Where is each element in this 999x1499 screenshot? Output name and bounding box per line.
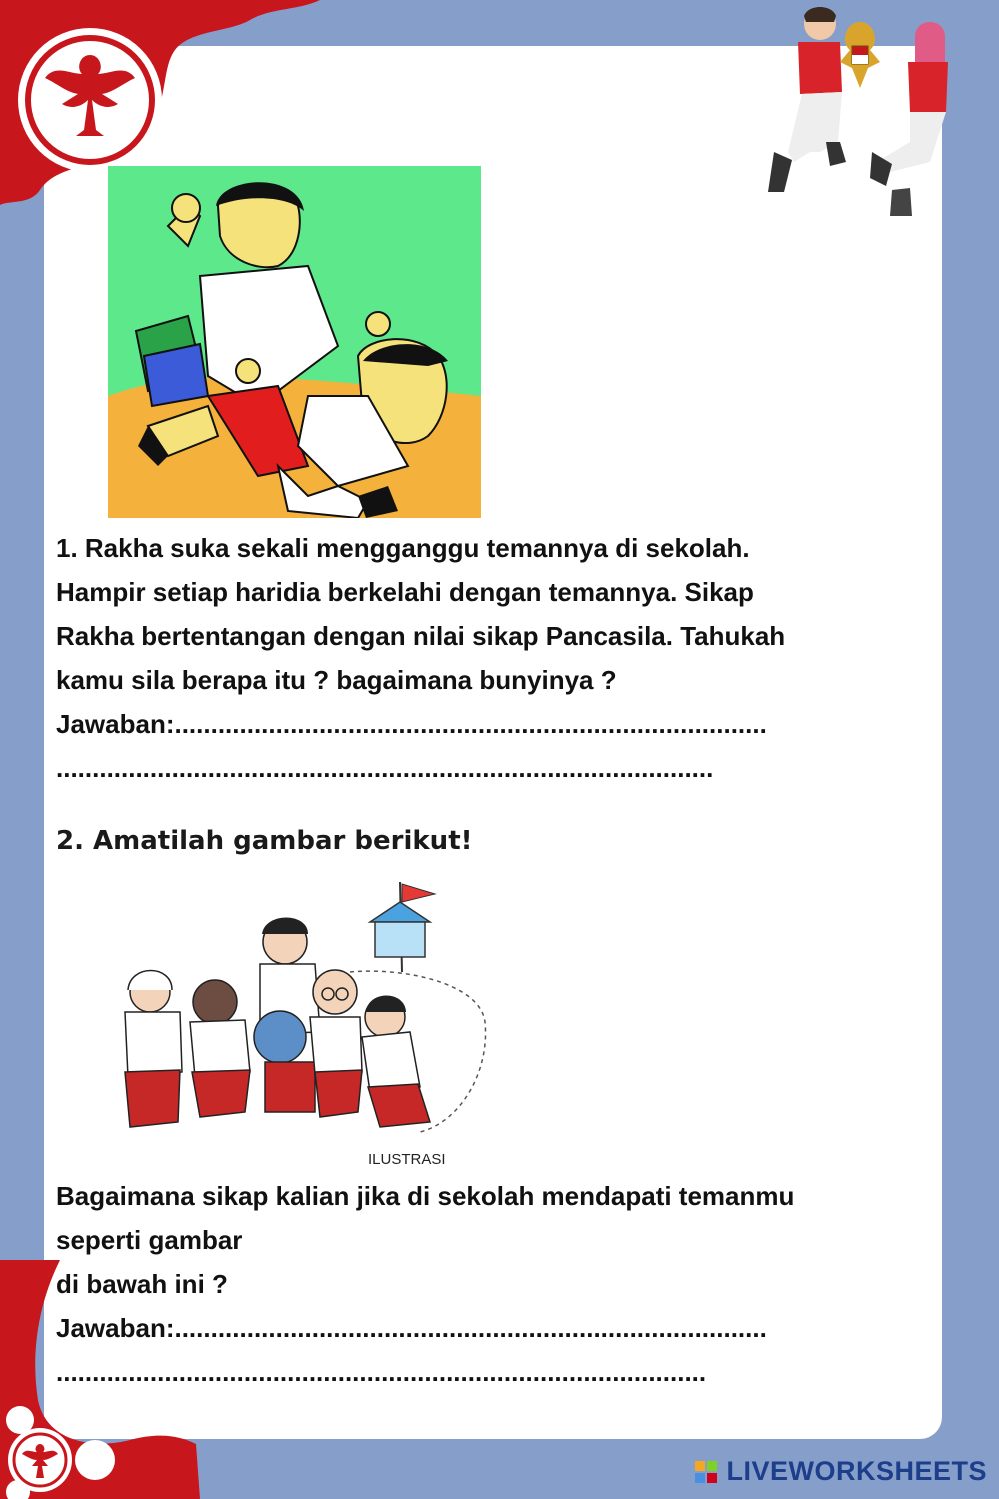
- question-2: [56, 1174, 936, 1394]
- answer-2-field-line2[interactable]: ..........................................................................................: [56, 1357, 707, 1387]
- liveworksheets-logo-icon: [695, 1461, 717, 1483]
- question-2-line: seperti gambar: [56, 1225, 243, 1255]
- question-1-line: 1. Rakha suka sekali mengganggu temannya di sekolah.: [56, 533, 750, 563]
- image-caption: ILUSTRASI: [368, 1151, 446, 1168]
- question-2-line: Bagaimana sikap kalian jika di sekolah mendapati temanmu: [56, 1181, 795, 1211]
- fighting-boys-image: [108, 166, 481, 518]
- liveworksheets-logo-text[interactable]: LIVEWORKSHEETS: [726, 1456, 987, 1486]
- question-1: [56, 526, 936, 790]
- kids-fighting-ball-image: [100, 872, 502, 1170]
- answer-2-field[interactable]: Jawaban:..................................................................................: [56, 1313, 767, 1343]
- answer-1-field-line2[interactable]: ...........................................................................................: [56, 753, 714, 783]
- answer-1-field[interactable]: Jawaban:..................................................................................: [56, 709, 767, 739]
- question-1-line: Hampir setiap haridia berkelahi dengan temannya. Sikap: [56, 577, 754, 607]
- question-2-line: di bawah ini ?: [56, 1269, 228, 1299]
- question-1-line: kamu sila berapa itu ? bagaimana bunyinya ?: [56, 665, 617, 695]
- question-2-title: 2. Amatilah gambar berikut!: [56, 826, 473, 856]
- question-1-line: Rakha bertentangan dengan nilai sikap Pancasila. Tahukah: [56, 621, 786, 651]
- kids-garuda-illustration: [760, 2, 960, 222]
